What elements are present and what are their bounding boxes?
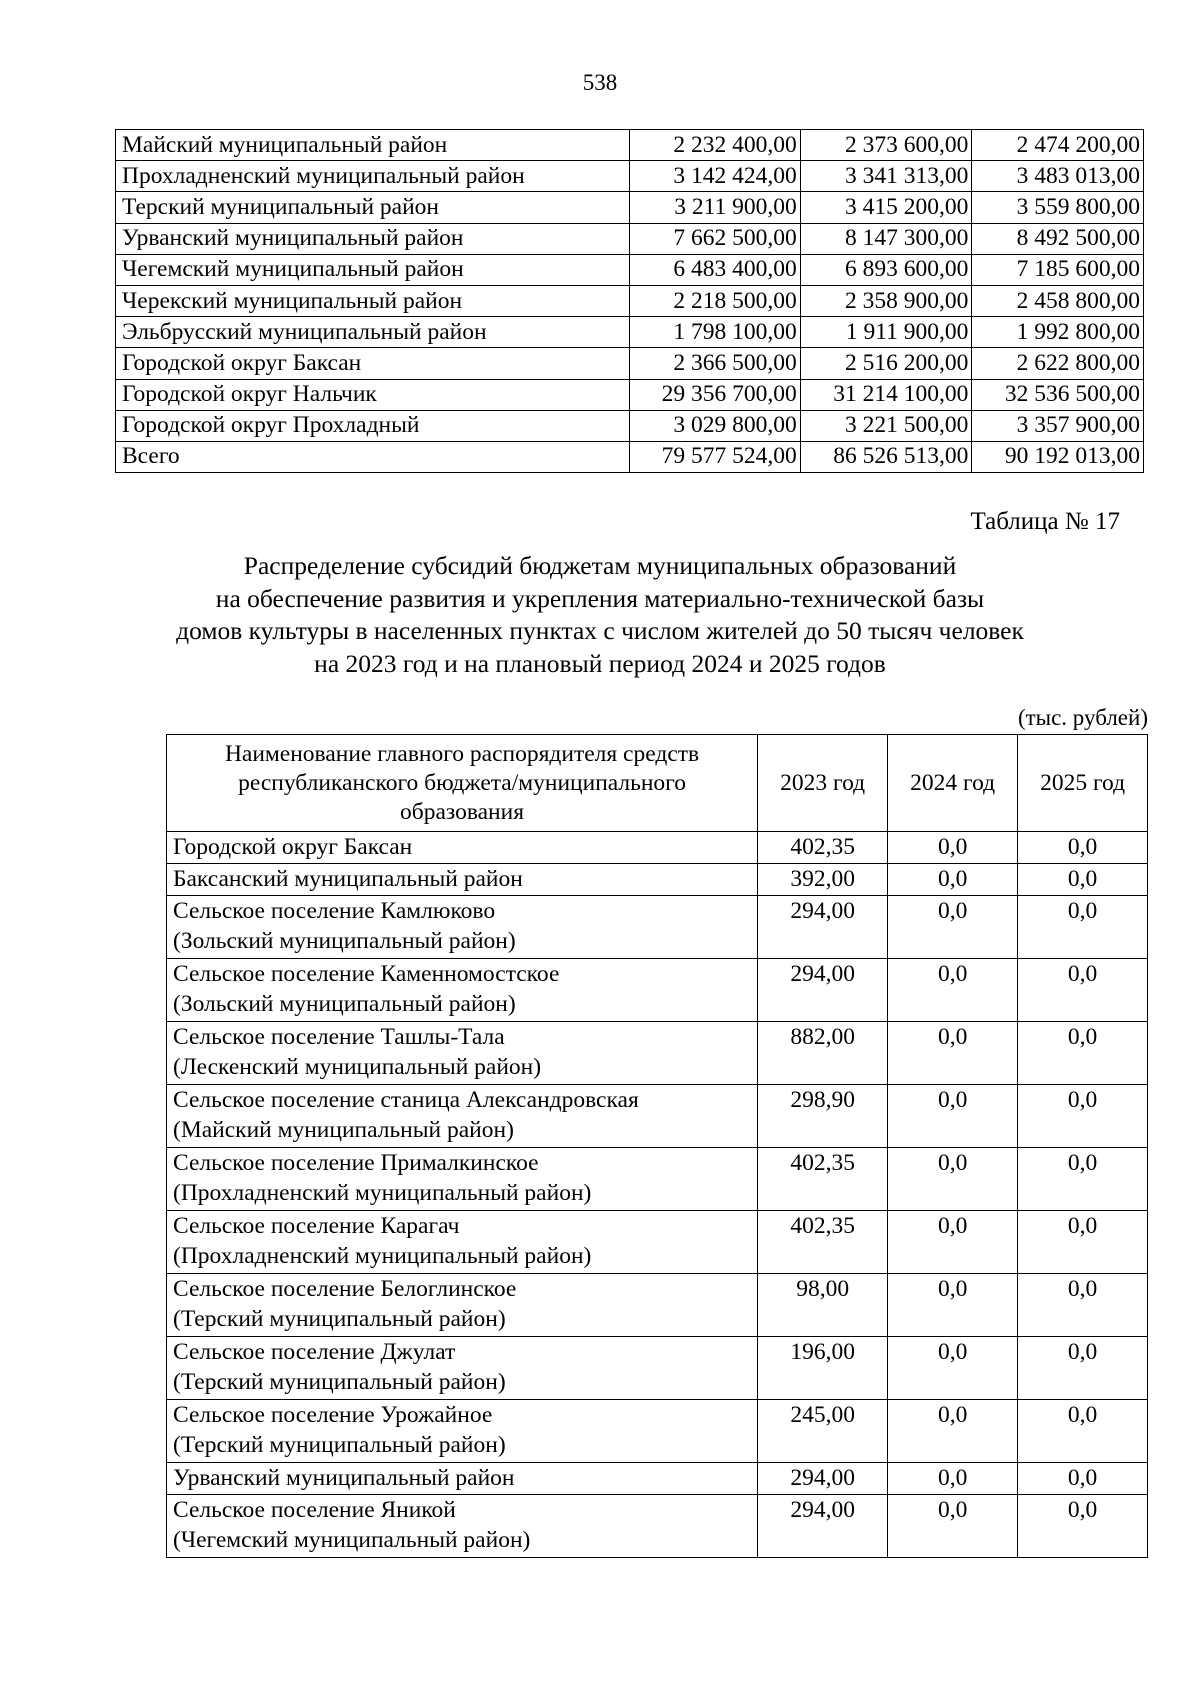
value-2024: 8 147 300,00 bbox=[800, 223, 972, 254]
table-row bbox=[116, 223, 1144, 254]
value-2025: 0,0 bbox=[1018, 1211, 1148, 1274]
table-row bbox=[116, 130, 1144, 161]
value-2024: 0,0 bbox=[888, 1495, 1018, 1558]
row-name-line: Городской округ Баксан bbox=[173, 834, 413, 860]
table-row bbox=[116, 192, 1144, 223]
value-2023: 196,00 bbox=[758, 1337, 888, 1400]
row-name bbox=[167, 1463, 758, 1495]
row-name-line: Сельское поселение станица Александровская bbox=[173, 1087, 639, 1113]
top-table-body bbox=[116, 130, 1144, 473]
table-row bbox=[167, 832, 1148, 864]
table-row bbox=[167, 1274, 1148, 1337]
value-2024: 0,0 bbox=[888, 1211, 1018, 1274]
row-name bbox=[167, 1337, 758, 1400]
value-2023: 2 218 500,00 bbox=[630, 285, 801, 316]
row-name-line: (Прохладненский муниципальный район) bbox=[173, 1243, 592, 1269]
row-name: Майский муниципальный район bbox=[116, 130, 630, 161]
table-row bbox=[167, 959, 1148, 1022]
header-name-line: республиканского бюджета/муниципального bbox=[238, 769, 686, 796]
value-2025: 0,0 bbox=[1018, 1274, 1148, 1337]
value-2024: 86 526 513,00 bbox=[800, 441, 972, 472]
row-name-line: Сельское поселение Карагач bbox=[173, 1213, 460, 1239]
row-name: Городской округ Нальчик bbox=[116, 379, 630, 410]
value-2024: 0,0 bbox=[888, 1400, 1018, 1463]
value-2025: 0,0 bbox=[1018, 1085, 1148, 1148]
value-2025: 3 357 900,00 bbox=[972, 410, 1144, 441]
value-2025: 32 536 500,00 bbox=[972, 379, 1144, 410]
table-row bbox=[116, 441, 1144, 472]
header-row bbox=[167, 735, 1148, 832]
value-2024: 1 911 900,00 bbox=[800, 317, 972, 348]
header-2024: 2024 год bbox=[888, 735, 1018, 832]
value-2023: 98,00 bbox=[758, 1274, 888, 1337]
value-2023: 298,90 bbox=[758, 1085, 888, 1148]
row-name-line: Сельское поселение Белоглинское bbox=[173, 1276, 517, 1302]
row-name: Прохладненский муниципальный район bbox=[116, 161, 630, 192]
subsidy-table-header bbox=[167, 735, 1148, 832]
value-2023: 392,00 bbox=[758, 864, 888, 896]
value-2024: 0,0 bbox=[888, 959, 1018, 1022]
row-name bbox=[167, 1495, 758, 1558]
value-2024: 31 214 100,00 bbox=[800, 379, 972, 410]
row-name-line: (Терский муниципальный район) bbox=[173, 1432, 506, 1458]
value-2025: 0,0 bbox=[1018, 896, 1148, 959]
value-2025: 0,0 bbox=[1018, 1400, 1148, 1463]
value-2023: 79 577 524,00 bbox=[630, 441, 801, 472]
value-2023: 2 366 500,00 bbox=[630, 348, 801, 379]
units-label: (тыс. рублей) bbox=[1017, 705, 1148, 730]
row-name bbox=[167, 864, 758, 896]
table-row bbox=[116, 285, 1144, 316]
value-2024: 3 341 313,00 bbox=[800, 161, 972, 192]
value-2023: 6 483 400,00 bbox=[630, 254, 801, 285]
table-row bbox=[116, 161, 1144, 192]
row-name bbox=[167, 832, 758, 864]
value-2025: 0,0 bbox=[1018, 1148, 1148, 1211]
value-2023: 402,35 bbox=[758, 1211, 888, 1274]
row-name-line: (Зольский муниципальный район) bbox=[173, 991, 516, 1017]
row-name: Черекский муниципальный район bbox=[116, 285, 630, 316]
value-2023: 3 142 424,00 bbox=[630, 161, 801, 192]
header-2023: 2023 год bbox=[758, 735, 888, 832]
table-row bbox=[167, 1337, 1148, 1400]
value-2024: 0,0 bbox=[888, 1274, 1018, 1337]
table-row bbox=[116, 410, 1144, 441]
row-name-line: Сельское поселение Каменномостское bbox=[173, 961, 560, 987]
table-row bbox=[116, 254, 1144, 285]
value-2023: 294,00 bbox=[758, 959, 888, 1022]
row-name-line: Сельское поселение Камлюково bbox=[173, 898, 496, 924]
table-row bbox=[116, 317, 1144, 348]
value-2025: 0,0 bbox=[1018, 864, 1148, 896]
row-name-line: Баксанский муниципальный район bbox=[173, 866, 523, 892]
table-row bbox=[167, 1211, 1148, 1274]
value-2023: 3 029 800,00 bbox=[630, 410, 801, 441]
title-line: на обеспечение развития и укрепления материально-технической базы bbox=[215, 583, 985, 613]
title-line: на 2023 год и на плановый период 2024 и 2025 годов bbox=[314, 648, 886, 678]
value-2025: 2 474 200,00 bbox=[972, 130, 1144, 161]
header-2025: 2025 год bbox=[1018, 735, 1148, 832]
value-2023: 294,00 bbox=[758, 896, 888, 959]
table-row bbox=[167, 1085, 1148, 1148]
row-name bbox=[167, 1148, 758, 1211]
row-name-line: Сельское поселение Джулат bbox=[173, 1339, 456, 1365]
row-name: Чегемский муниципальный район bbox=[116, 254, 630, 285]
table-row bbox=[167, 1148, 1148, 1211]
value-2025: 0,0 bbox=[1018, 1495, 1148, 1558]
value-2023: 245,00 bbox=[758, 1400, 888, 1463]
value-2024: 2 373 600,00 bbox=[800, 130, 972, 161]
value-2025: 3 559 800,00 bbox=[972, 192, 1144, 223]
value-2025: 0,0 bbox=[1018, 1463, 1148, 1495]
header-name-line: образования bbox=[400, 798, 525, 825]
row-name-line: (Чегемский муниципальный район) bbox=[173, 1527, 531, 1553]
row-name: Терский муниципальный район bbox=[116, 192, 630, 223]
page-number: 538 bbox=[582, 70, 618, 95]
title-line: домов культуры в населенных пунктах с числом жителей до 50 тысяч человек bbox=[176, 616, 1024, 645]
value-2023: 7 662 500,00 bbox=[630, 223, 801, 254]
row-name bbox=[167, 896, 758, 959]
row-name-line: Сельское поселение Ташлы-Тала bbox=[173, 1024, 505, 1050]
value-2025: 1 992 800,00 bbox=[972, 317, 1144, 348]
header-name bbox=[167, 735, 758, 832]
value-2023: 2 232 400,00 bbox=[630, 130, 801, 161]
value-2023: 294,00 bbox=[758, 1495, 888, 1558]
value-2023: 402,35 bbox=[758, 832, 888, 864]
row-name bbox=[167, 1022, 758, 1085]
value-2024: 2 516 200,00 bbox=[800, 348, 972, 379]
value-2025: 0,0 bbox=[1018, 1337, 1148, 1400]
value-2024: 0,0 bbox=[888, 1085, 1018, 1148]
value-2024: 0,0 bbox=[888, 832, 1018, 864]
value-2025: 7 185 600,00 bbox=[972, 254, 1144, 285]
table-row bbox=[167, 1463, 1148, 1495]
row-name: Городской округ Прохладный bbox=[116, 410, 630, 441]
row-name-line: (Майский муниципальный район) bbox=[173, 1117, 514, 1143]
value-2025: 0,0 bbox=[1018, 959, 1148, 1022]
value-2024: 0,0 bbox=[888, 1022, 1018, 1085]
value-2024: 6 893 600,00 bbox=[800, 254, 972, 285]
row-name: Городской округ Баксан bbox=[116, 348, 630, 379]
row-name-line: (Прохладненский муниципальный район) bbox=[173, 1180, 592, 1206]
value-2024: 3 415 200,00 bbox=[800, 192, 972, 223]
document-title bbox=[120, 550, 1080, 680]
value-2023: 29 356 700,00 bbox=[630, 379, 801, 410]
value-2024: 0,0 bbox=[888, 896, 1018, 959]
value-2023: 1 798 100,00 bbox=[630, 317, 801, 348]
row-name-line: Сельское поселение Яникой bbox=[173, 1497, 456, 1523]
table-row bbox=[167, 864, 1148, 896]
row-name bbox=[167, 1211, 758, 1274]
row-name bbox=[167, 959, 758, 1022]
value-2023: 882,00 bbox=[758, 1022, 888, 1085]
row-name-line: (Лескенский муниципальный район) bbox=[173, 1054, 542, 1080]
value-2024: 2 358 900,00 bbox=[800, 285, 972, 316]
title-line: Распределение субсидий бюджетам муниципальных образований bbox=[243, 551, 957, 580]
value-2023: 402,35 bbox=[758, 1148, 888, 1211]
value-2024: 0,0 bbox=[888, 1463, 1018, 1495]
top-table bbox=[115, 129, 1144, 473]
value-2025: 8 492 500,00 bbox=[972, 223, 1144, 254]
table-row bbox=[116, 348, 1144, 379]
row-name-line: Сельское поселение Прималкинское bbox=[173, 1150, 539, 1176]
subsidy-table-body bbox=[167, 832, 1148, 1558]
value-2024: 0,0 bbox=[888, 864, 1018, 896]
value-2023: 3 211 900,00 bbox=[630, 192, 801, 223]
table-caption: Таблица № 17 bbox=[970, 508, 1120, 535]
value-2024: 0,0 bbox=[888, 1148, 1018, 1211]
table-row bbox=[116, 379, 1144, 410]
table-row bbox=[167, 1495, 1148, 1558]
row-name-line: (Зольский муниципальный район) bbox=[173, 928, 516, 954]
value-2025: 0,0 bbox=[1018, 832, 1148, 864]
row-name-line: Сельское поселение Урожайное bbox=[173, 1402, 493, 1428]
row-name-line: (Терский муниципальный район) bbox=[173, 1306, 506, 1332]
table-row bbox=[167, 1400, 1148, 1463]
value-2025: 2 622 800,00 bbox=[972, 348, 1144, 379]
value-2024: 3 221 500,00 bbox=[800, 410, 972, 441]
value-2025: 0,0 bbox=[1018, 1022, 1148, 1085]
value-2025: 2 458 800,00 bbox=[972, 285, 1144, 316]
value-2025: 90 192 013,00 bbox=[972, 441, 1144, 472]
row-name: Эльбрусский муниципальный район bbox=[116, 317, 630, 348]
row-name bbox=[167, 1274, 758, 1337]
row-name: Всего bbox=[116, 441, 630, 472]
row-name-line: (Терский муниципальный район) bbox=[173, 1369, 506, 1395]
row-name bbox=[167, 1085, 758, 1148]
value-2024: 0,0 bbox=[888, 1337, 1018, 1400]
header-name-line: Наименование главного распорядителя средств bbox=[224, 740, 700, 767]
value-2023: 294,00 bbox=[758, 1463, 888, 1495]
subsidy-table bbox=[166, 734, 1148, 1558]
table-row bbox=[167, 1022, 1148, 1085]
value-2025: 3 483 013,00 bbox=[972, 161, 1144, 192]
row-name-line: Урванский муниципальный район bbox=[173, 1465, 515, 1491]
row-name bbox=[167, 1400, 758, 1463]
table-row bbox=[167, 896, 1148, 959]
row-name: Урванский муниципальный район bbox=[116, 223, 630, 254]
